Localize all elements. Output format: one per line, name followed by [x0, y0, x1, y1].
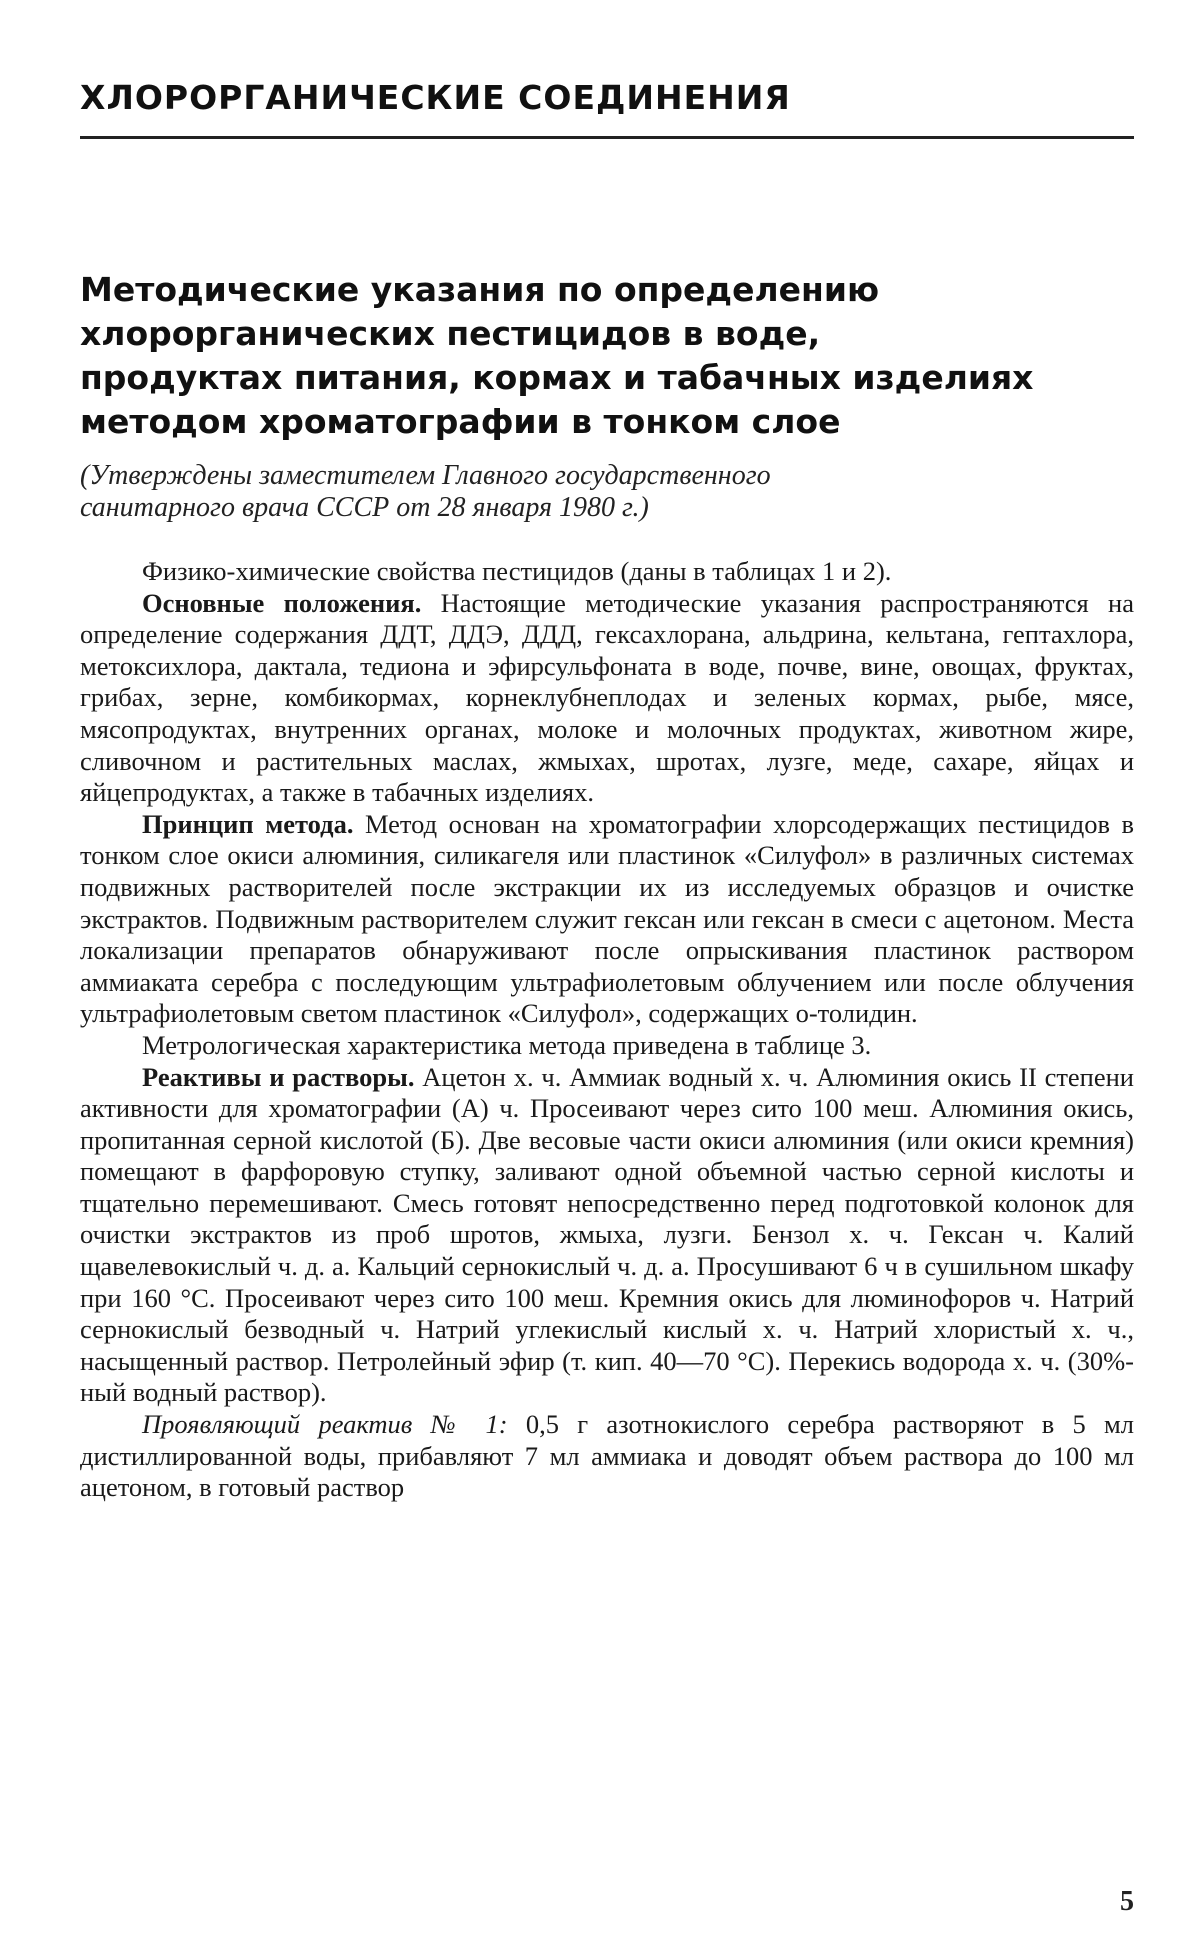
- paragraph-text: Метрологическая характеристика метода приведена в таблице 3.: [142, 1029, 872, 1060]
- approval-note: [80, 460, 1134, 524]
- title-line: продуктах питания, кормах и табачных изделиях: [80, 358, 1034, 397]
- title-line: Методические указания по определению: [80, 270, 880, 309]
- paragraph-method-principle: [80, 809, 1134, 1030]
- paragraph-scope: [80, 588, 1134, 809]
- title-line: хлорорганических пестицидов в воде,: [80, 314, 821, 353]
- paragraph-properties: [80, 556, 1134, 588]
- running-head: ХЛОРОРГАНИЧЕСКИЕ СОЕДИНЕНИЯ: [80, 78, 791, 117]
- paragraph-lead: Реактивы и растворы.: [142, 1061, 415, 1092]
- paragraph-reagent-1: [80, 1409, 1134, 1504]
- paragraph-metrology: [80, 1030, 1134, 1062]
- paragraph-text: Настоящие методические указания распространяются на определение содержания ДДТ, ДДЭ, ДДД, гексахлорана, альдрина, кельтана, гептахлора, метоксихлора, дактала, тедиона и эфирсульфоната в воде, почве, вине, овощах, фруктах, грибах, зерне, комбикормах, корнеклубнеплодах и зеленых кормах, рыбе, мясе, мясопродуктах, внутренних органах, молоке и молочных продуктах, животном жире, сливочном и растительных маслах, жмыхах, шротах, лузге, меде, сахаре, яйцах и яйцепродуктах, а также в табачных изделиях.: [80, 587, 1134, 808]
- book-page: [80, 0, 1134, 1950]
- approval-line: санитарного врача СССР от 28 января 1980 г.): [80, 492, 649, 523]
- document-title: [80, 268, 1134, 444]
- title-line: методом хроматографии в тонком слое: [80, 402, 841, 441]
- header-rule: [80, 136, 1134, 139]
- page-number: 5: [1120, 1886, 1134, 1917]
- paragraph-text: 0,5 г азотнокислого серебра растворяют в 5 мл дистиллированной воды, прибавляют 7 мл аммиака и доводят объем раствора до 100 мл ацетоном, в готовый раствор: [80, 1409, 1134, 1503]
- paragraph-text: Метод основан на хроматографии хлорсодержащих пестицидов в тонком слое окиси алюминия, силикагеля или пластинок «Силуфол» в различных системах подвижных растворителей после экстракции их из исследуемых образцов и очистке экстрактов. Подвижным растворителем служит гексан или гексан в смеси с ацетоном. Места локализации препаратов обнаруживают после опрыскивания пластинок раствором аммиаката серебра с последующим ультрафиолетовым облучением или после облучения ультрафиолетовым светом пластинок «Силуфол», содержащих о-толидин.: [80, 808, 1134, 1029]
- paragraph-text: Ацетон х. ч. Аммиак водный х. ч. Алюминия окись II степени активности для хроматографии (А) ч. Просеивают через сито 100 меш. Алюминия окись, пропитанная серной кислотой (Б). Две весовые части окиси алюминия (или окиси кремния) помещают в фарфоровую ступку, заливают одной объемной частью серной кислоты и тщательно перемешивают. Смесь готовят непосредственно перед подготовкой колонок для очистки экстрактов из проб шротов, жмыха, лузги. Бензол х. ч. Гексан ч. Калий щавелевокислый ч. д. а. Кальций сернокислый ч. д. а. Просушивают 6 ч в сушильном шкафу при 160 °С. Просеивают через сито 100 меш. Кремния окись для люминофоров ч. Натрий сернокислый безводный ч. Натрий углекислый кислый х. ч. Натрий хлористый х. ч., насыщенный раствор. Петролейный эфир (т. кип. 40—70 °С). Перекись водорода х. ч. (30%-ный водный раствор).: [80, 1061, 1134, 1408]
- paragraph-lead: Проявляющий реактив № 1:: [142, 1409, 508, 1440]
- paragraph-text: Физико-химические свойства пестицидов (даны в таблицах 1 и 2).: [142, 556, 892, 586]
- paragraph-reagents: [80, 1062, 1134, 1410]
- paragraph-lead: Основные положения.: [142, 587, 422, 618]
- body-text: [80, 556, 1134, 1504]
- approval-line: (Утверждены заместителем Главного государственного: [80, 460, 771, 491]
- paragraph-lead: Принцип метода.: [142, 808, 354, 839]
